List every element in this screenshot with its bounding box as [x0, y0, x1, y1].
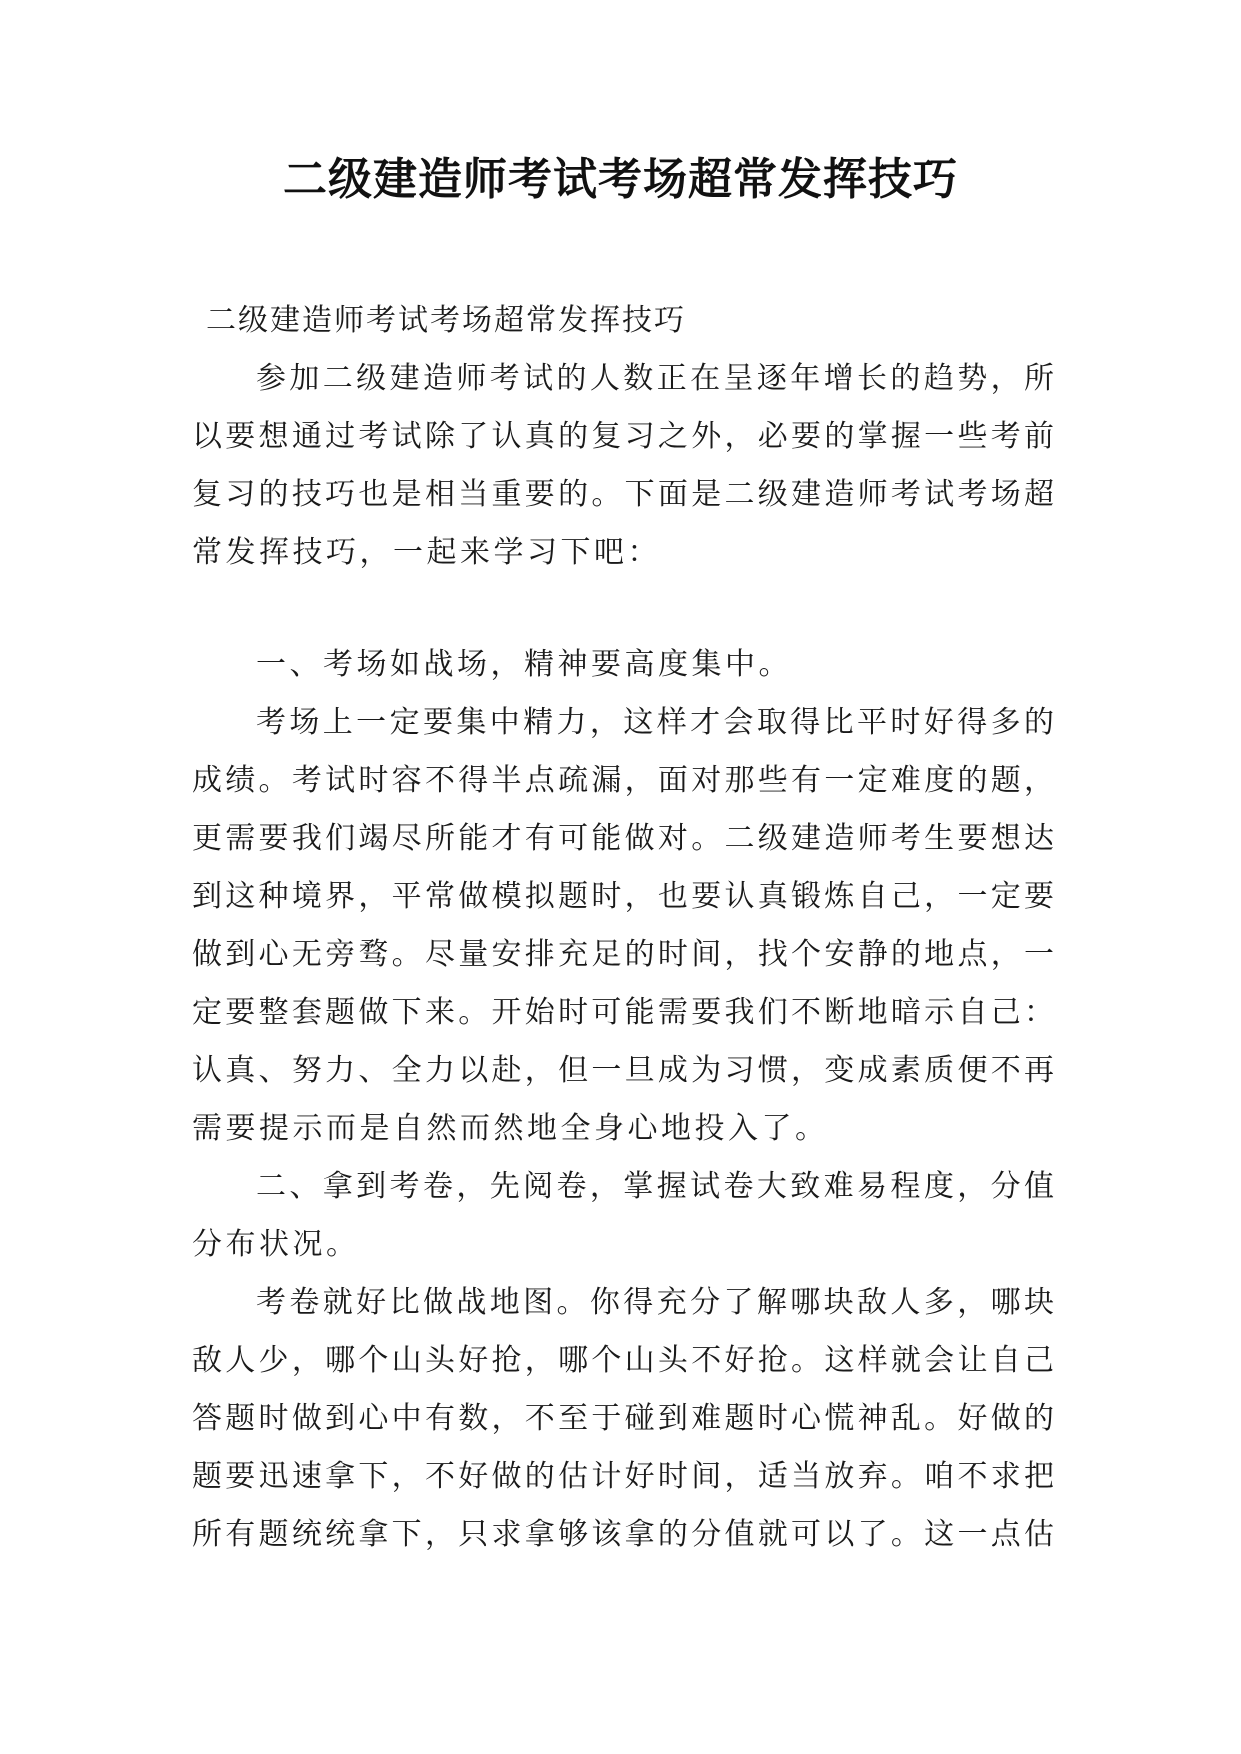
paragraph-line: 认真、努力、全力以赴，但一旦成为习惯，变成素质便不再: [192, 1053, 1054, 1088]
section-heading-continued: 分布状况。: [192, 1227, 360, 1262]
paragraph-line: 到这种境界，平常做模拟题时，也要认真锻炼自己，一定要: [192, 879, 1054, 914]
document-body: [192, 292, 1054, 1564]
section-heading: 一、考场如战场，精神要高度集中。: [256, 647, 792, 682]
paragraph-line: 更需要我们竭尽所能才有可能做对。二级建造师考生要想达: [192, 821, 1054, 856]
paragraph-line: 答题时做到心中有数，不至于碰到难题时心慌神乱。好做的: [192, 1401, 1054, 1436]
paragraph-line: 考卷就好比做战地图。你得充分了解哪块敌人多，哪块: [256, 1285, 1054, 1320]
paragraph-line: 复习的技巧也是相当重要的。下面是二级建造师考试考场超: [192, 477, 1054, 512]
paragraph-line: 常发挥技巧，一起来学习下吧：: [192, 535, 661, 570]
paragraph-line: 题要迅速拿下，不好做的估计好时间，适当放弃。咱不求把: [192, 1459, 1054, 1494]
paragraph-line: 所有题统统拿下，只求拿够该拿的分值就可以了。这一点估: [192, 1517, 1054, 1552]
paragraph-line: 敌人少，哪个山头好抢，哪个山头不好抢。这样就会让自己: [192, 1343, 1054, 1378]
paragraph-line: 考场上一定要集中精力，这样才会取得比平时好得多的: [256, 705, 1054, 740]
paragraph-line: 做到心无旁骛。尽量安排充足的时间，找个安静的地点，一: [192, 937, 1054, 972]
paragraph-line: 定要整套题做下来。开始时可能需要我们不断地暗示自己：: [192, 995, 1054, 1030]
paragraph-line: 需要提示而是自然而然地全身心地投入了。: [192, 1111, 829, 1146]
section-heading: 二、拿到考卷，先阅卷，掌握试卷大致难易程度，分值: [256, 1169, 1054, 1204]
paragraph-line: 以要想通过考试除了认真的复习之外，必要的掌握一些考前: [192, 419, 1054, 454]
document-title: 二级建造师考试考场超常发挥技巧: [283, 154, 958, 205]
document-subtitle: 二级建造师考试考场超常发挥技巧: [206, 303, 686, 338]
paragraph-gap: [192, 582, 1054, 636]
paragraph-line: 成绩。考试时容不得半点疏漏，面对那些有一定难度的题，: [192, 763, 1054, 798]
paragraph-line: 参加二级建造师考试的人数正在呈逐年增长的趋势，所: [256, 361, 1054, 396]
